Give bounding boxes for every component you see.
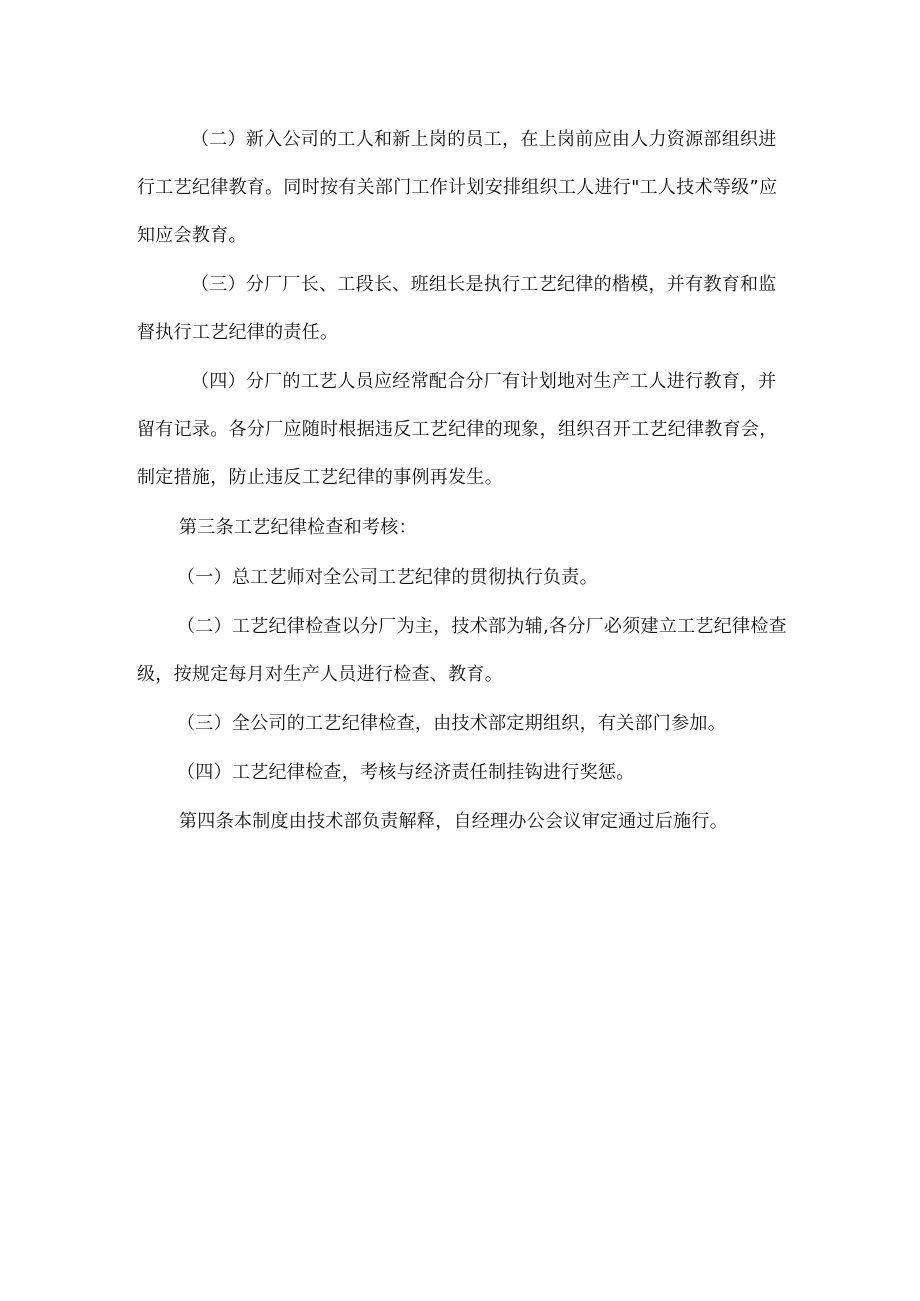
paragraph-item-3: （三）分厂厂长、工段长、班组长是执行工艺纪律的楷模，并有教育和监督执行工艺纪律的责任。	[137, 274, 777, 343]
article-3-item-4: （四）工艺纪律检查，考核与经济责任制挂钩进行奖惩。	[177, 762, 635, 783]
article-3-heading: 第三条工艺纪律检查和考核：	[179, 517, 417, 538]
article-4-paragraph: 第四条本制度由技术部负责解释，自经理办公会议审定通过后施行。	[179, 811, 728, 832]
article-3-item-2: （二）工艺纪律检查以分厂为主，技术部为辅,各分厂必须建立工艺纪律检查级，按规定每月对生产人员进行检查、教育。	[137, 616, 787, 685]
article-3-item-1: （一）总工艺师对全公司工艺纪律的贯彻执行负责。	[177, 567, 598, 588]
document-body	[137, 116, 787, 846]
paragraph-item-2: （二）新入公司的工人和新上岗的员工，在上岗前应由人力资源部组织进行工艺纪律教育。同时按有关部门工作计划安排组织工人进行"工人技术等级”应知应会教育。	[137, 129, 778, 246]
article-3-item-3: （三）全公司的工艺纪律检查，由技术部定期组织，有关部门参加。	[177, 713, 726, 734]
paragraph-item-4: （四）分厂的工艺人员应经常配合分厂有计划地对生产工人进行教育，并留有记录。各分厂应随时根据违反工艺纪律的现象，组织召开工艺纪律教育会，制定措施，防止违反工艺纪律的事例再发生。	[137, 371, 778, 488]
